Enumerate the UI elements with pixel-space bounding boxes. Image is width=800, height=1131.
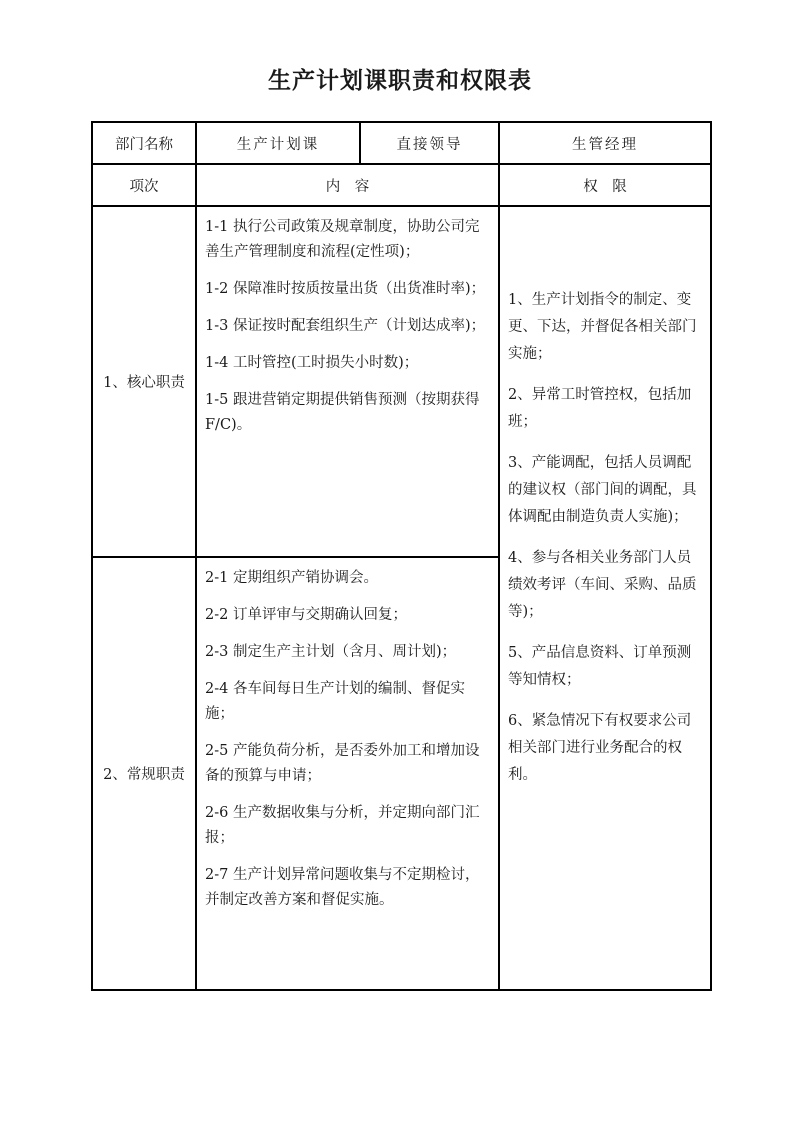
core-duty-item: 1-1 执行公司政策及规章制度，协助公司完善生产管理制度和流程(定性项)； bbox=[205, 219, 480, 260]
content-column-header: 内 容 bbox=[196, 164, 499, 206]
regular-duty-item: 2-6 生产数据收集与分析，并定期向部门汇报； bbox=[205, 805, 480, 846]
regular-duty-item: 2-4 各车间每日生产计划的编制、督促实施； bbox=[205, 681, 465, 722]
regular-duty-item: 2-7 生产计划异常问题收集与不定期检讨，并制定改善方案和督促实施。 bbox=[205, 867, 480, 908]
dept-name-label: 部门名称 bbox=[92, 122, 196, 164]
regular-duty-item: 2-1 定期组织产销协调会。 bbox=[205, 570, 378, 586]
page-title: 生产计划课职责和权限表 bbox=[268, 68, 532, 94]
authority-item: 4、参与各相关业务部门人员绩效考评（车间、采购、品质等)； bbox=[508, 550, 697, 620]
regular-duty-item: 2-2 订单评审与交期确认回复； bbox=[205, 607, 407, 623]
authority-column-header: 权 限 bbox=[499, 164, 711, 206]
core-duties-content bbox=[196, 206, 499, 557]
authority-content bbox=[499, 206, 711, 990]
responsibility-table bbox=[91, 121, 712, 991]
dept-name-value: 生产计划课 bbox=[196, 122, 360, 164]
core-duty-item: 1-3 保证按时配套组织生产（计划达成率)； bbox=[205, 318, 486, 334]
core-duties-row bbox=[92, 206, 711, 557]
column-header-row bbox=[92, 164, 711, 206]
direct-leader-value: 生管经理 bbox=[499, 122, 711, 164]
regular-duties-label: 2、常规职责 bbox=[92, 557, 196, 990]
authority-item: 3、产能调配，包括人员调配的建议权（部门间的调配，具体调配由制造负责人实施)； bbox=[508, 455, 697, 525]
authority-item: 2、异常工时管控权，包括加班； bbox=[508, 387, 692, 430]
direct-leader-label: 直接领导 bbox=[360, 122, 499, 164]
department-header-row bbox=[92, 122, 711, 164]
core-duty-item: 1-2 保障准时按质按量出货（出货准时率)； bbox=[205, 281, 486, 297]
core-duty-item: 1-5 跟进营销定期提供销售预测（按期获得F/C)。 bbox=[205, 392, 480, 433]
authority-item: 1、生产计划指令的制定、变更、下达，并督促各相关部门实施； bbox=[508, 292, 697, 362]
regular-duty-item: 2-3 制定生产主计划（含月、周计划)； bbox=[205, 644, 457, 660]
authority-item: 5、产品信息资料、订单预测等知情权； bbox=[508, 645, 692, 688]
authority-item: 6、紧急情况下有权要求公司相关部门进行业务配合的权利。 bbox=[508, 713, 692, 783]
item-column-header: 项次 bbox=[92, 164, 196, 206]
core-duties-label: 1、核心职责 bbox=[92, 206, 196, 557]
core-duty-item: 1-4 工时管控(工时损失小时数)； bbox=[205, 355, 419, 371]
regular-duties-content bbox=[196, 557, 499, 990]
regular-duty-item: 2-5 产能负荷分析，是否委外加工和增加设备的预算与申请； bbox=[205, 743, 480, 784]
